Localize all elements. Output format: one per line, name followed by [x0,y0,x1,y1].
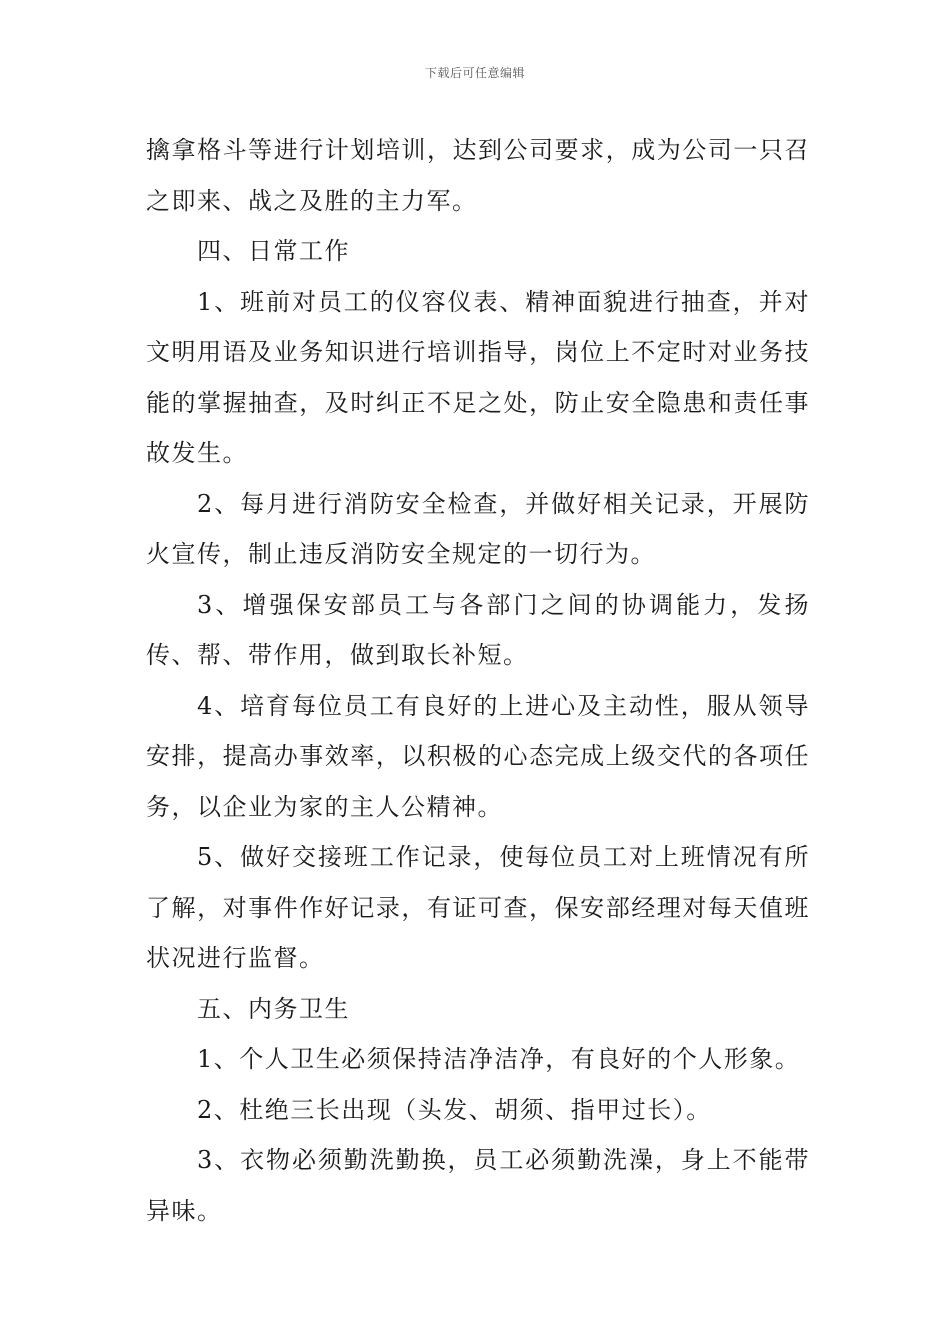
paragraph-daily-work-5: 5、做好交接班工作记录，使每位员工对上班情况有所了解，对事件作好记录，有证可查，保安部经理对每天值班状况进行监督。 [146,843,810,972]
paragraph-hygiene-2: 2、杜绝三长出现（头发、胡须、指甲过长）。 [197,1095,712,1124]
paragraph-hygiene-3: 3、衣物必须勤洗勤换，员工必须勤洗澡，身上不能带异味。 [146,1146,810,1225]
paragraph-daily-work-1: 1、班前对员工的仪容仪表、精神面貌进行抽查，并对文明用语及业务知识进行培训指导，岗位上不定时对业务技能的掌握抽查，及时纠正不足之处，防止安全隐患和责任事故发生。 [146,287,810,467]
paragraph-daily-work-2: 2、每月进行消防安全检查，并做好相关记录，开展防火宣传，制止违反消防安全规定的一切行为。 [146,489,810,568]
header-note: 下载后可任意编辑 [424,66,525,80]
section-heading-hygiene: 五、内务卫生 [197,994,350,1023]
paragraph-training-continuation: 擒拿格斗等进行计划培训，达到公司要求，成为公司一只召之即来、战之及胜的主力军。 [146,136,810,215]
section-heading-daily-work: 四、日常工作 [197,237,350,265]
document-body [146,125,810,1236]
paragraph-daily-work-4: 4、培育每位员工有良好的上进心及主动性，服从领导安排，提高办事效率，以积极的心态完成上级交代的各项任务，以企业为家的主人公精神。 [146,691,810,821]
paragraph-hygiene-1: 1、个人卫生必须保持洁净洁净，有良好的个人形象。 [197,1045,801,1073]
paragraph-daily-work-3: 3、增强保安部员工与各部门之间的协调能力，发扬传、帮、带作用，做到取长补短。 [146,590,810,669]
